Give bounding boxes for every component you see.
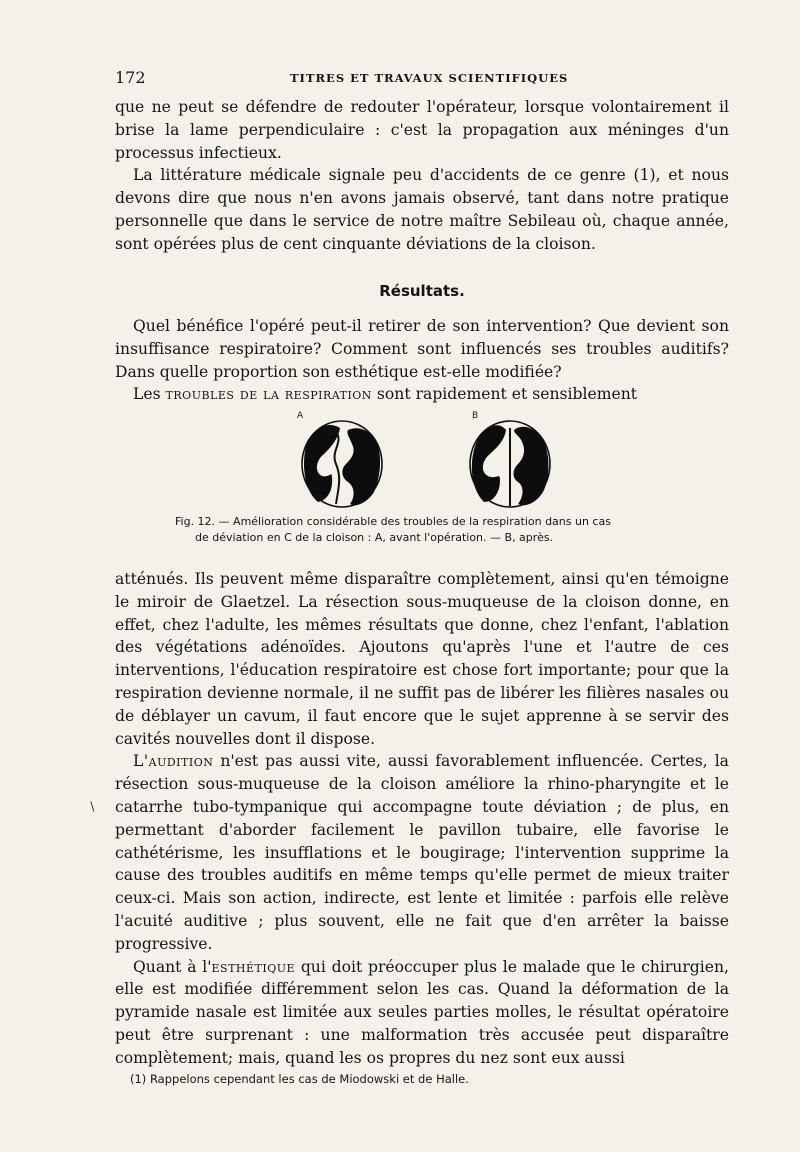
running-header	[115, 68, 729, 88]
figure-illustration	[290, 411, 560, 516]
body-paragraph-2	[115, 750, 729, 955]
body-paragraph-1: atténués. Ils peuvent même disparaître complètement, ainsi qu'en témoigne le miroir de Glaetzel. La résection sous-muqueuse de la cloison donne, en effet, chez l'adulte, les mêmes résultats que donne, chez l'enfant, l'ablation des végétations adénoïdes. Ajoutons qu'après l'une et l'autre de ces interventions, l'éducation respiratoire est chose fort importante; pour que la respiration devienne normale, il ne suffit pas de libérer les filières nasales ou de déblayer un cavum, il faut encore que le sujet apprenne à se servir des cavités nouvelles dont il dispose.	[115, 570, 729, 748]
nasal-cavity-after	[470, 421, 550, 507]
running-title: TITRES ET TRAVAUX SCIENTIFIQUES	[290, 71, 569, 85]
footnote: (1) Rappelons cependant les cas de Miodowski et de Halle.	[130, 1072, 469, 1086]
results-text	[115, 315, 729, 406]
results-paragraph-2	[115, 383, 729, 406]
caption-line-2: de déviation en C de la cloison : A, avant l'opération. — B, après.	[195, 531, 554, 544]
nasal-cavity-before	[302, 421, 382, 507]
intro-paragraph-1: que ne peut se défendre de redouter l'opérateur, lorsque volontairement il brise la lame perpendiculaire : c'est la propagation aux méninges d'un processus infectieux.	[115, 98, 729, 162]
main-text	[115, 568, 729, 1070]
section-heading: Résultats.	[379, 282, 465, 300]
figure-label-a: A	[297, 411, 304, 421]
esthetique-start: Quant à l'	[133, 957, 212, 976]
esthetique-text: qui doit préoccuper plus le malade que le chirurgien, elle est modifiée différemment selon les cas. Quand la déformation de la pyramide nasale est limitée aux seules parties molles, le résultat opératoire peut être surprenant : une malformation très accusée peut disparaître complètement; mais, quand les os propres du nez sont eux aussi	[115, 957, 729, 1067]
margin-mark: ∖	[88, 800, 96, 814]
esthetique-smallcaps: esthétique	[211, 957, 296, 976]
caption-line-1: Fig. 12. — Amélioration considérable des troubles de la respiration dans un cas	[175, 515, 611, 528]
figure-caption	[175, 514, 675, 546]
intro-paragraph-2: La littérature médicale signale peu d'accidents de ce genre (1), et nous devons dire que nous n'en avons jamais observé, tant dans notre pratique personnelle que dans le service de notre maître Sebileau où, chaque année, sont opérées plus de cent cinquante déviations de la cloison.	[115, 166, 729, 253]
results-p2-end: sont rapidement et sensiblement	[376, 385, 638, 404]
page-number: 172	[115, 68, 146, 87]
audition-text: n'est pas aussi vite, aussi favorablement influencée. Certes, la résection sous-muqueuse de la cloison améliore la rhino-pharyngite et le catarrhe tubo-tympanique qui accompagne toute déviation ; de plus, en permettant d'aborder facilement le pavillon tubaire, elle favorise le cathétérisme, les insufflations et le bougirage; l'intervention supprime la cause des troubles auditifs en même temps qu'elle permet de mieux traiter ceux-ci. Mais son action, indirecte, est lente et limitée : parfois elle relève l'acuité auditive ; plus souvent, elle ne fait que d'en arrêter la baisse progressive.	[115, 752, 729, 953]
results-paragraph-1: Quel bénéfice l'opéré peut-il retirer de son intervention? Que devient son insuffisance respiratoire? Comment sont influencés ses troubles auditifs? Dans quelle proportion son esthétique est-elle modifiée?	[115, 317, 729, 381]
audition-smallcaps: L'audition	[133, 752, 214, 771]
figure-12	[290, 411, 560, 516]
results-p2-smallcaps: troubles de la respiration	[165, 385, 372, 404]
results-p2-start: Les	[133, 385, 161, 404]
body-paragraph-3	[115, 956, 729, 1070]
figure-label-b: B	[472, 411, 479, 421]
intro-text	[115, 96, 729, 256]
